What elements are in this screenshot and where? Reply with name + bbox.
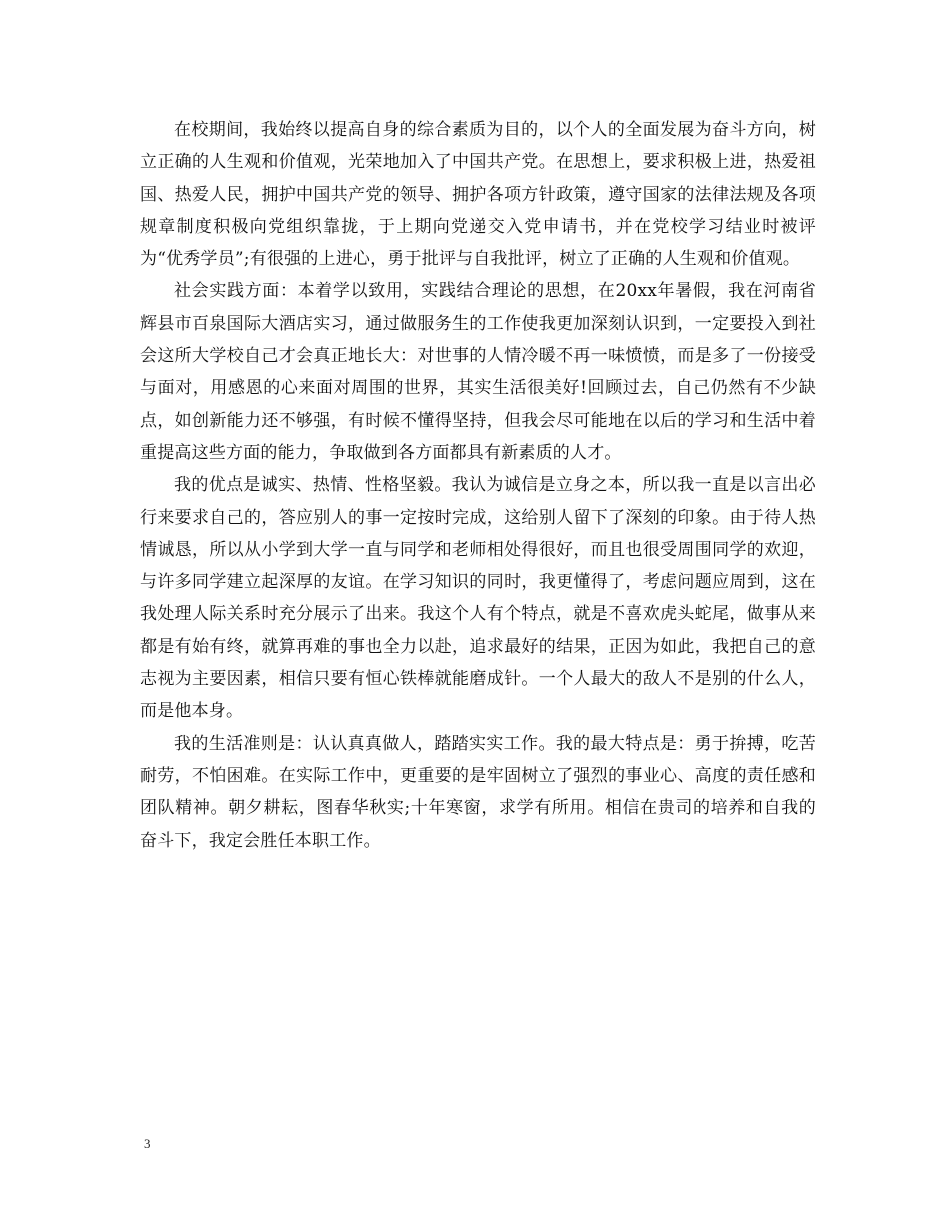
document-body (140, 114, 816, 857)
paragraph-strengths: 我的优点是诚实、热情、性格坚毅。我认为诚信是立身之本，所以我一直是以言出必行来要求自己的，答应别人的事一定按时完成，这给别人留下了深刻的印象。由于待人热情诚恳，所以从小学到大学一直与同学和老师相处得很好，而且也很受周围同学的欢迎，与许多同学建立起深厚的友谊。在学习知识的同时，我更懂得了，考虑问题应周到，这在我处理人际关系时充分展示了出来。我这个人有个特点，就是不喜欢虎头蛇尾，做事从来都是有始有终，就算再难的事也全力以赴，追求最好的结果，正因为如此，我把自己的意志视为主要因素，相信只要有恒心铁棒就能磨成针。一个人最大的敌人不是别的什么人，而是他本身。 (140, 475, 816, 722)
paragraph-life-principles: 我的生活准则是：认认真真做人，踏踏实实工作。我的最大特点是：勇于拚搏，吃苦耐劳，不怕困难。在实际工作中，更重要的是牢固树立了强烈的事业心、高度的责任感和团队精神。朝夕耕耘，图春华秋实;十年寒窗，求学有所用。相信在贵司的培养和自我的奋斗下，我定会胜任本职工作。 (140, 733, 816, 851)
page-number: 3 (144, 1136, 151, 1151)
paragraph-social-practice: 社会实践方面：本着学以致用，实践结合理论的思想，在20xx年暑假，我在河南省辉县市百泉国际大酒店实习，通过做服务生的工作使我更加深刻认识到，一定要投入到社会这所大学校自己才会真正地长大：对世事的人情冷暖不再一味愤愤，而是多了一份接受与面对，用感恩的心来面对周围的世界，其实生活很美好!回顾过去，自己仍然有不少缺点，如创新能力还不够强，有时候不懂得坚持，但我会尽可能地在以后的学习和生活中着重提高这些方面的能力，争取做到各方面都具有新素质的人才。 (140, 281, 816, 463)
paragraph-school-period: 在校期间，我始终以提高自身的综合素质为目的，以个人的全面发展为奋斗方向，树立正确的人生观和价值观，光荣地加入了中国共产党。在思想上，要求积极上进，热爱祖国、热爱人民，拥护中国共产党的领导、拥护各项方针政策，遵守国家的法律法规及各项规章制度积极向党组织靠拢，于上期向党递交入党申请书，并在党校学习结业时被评为“优秀学员”;有很强的上进心，勇于批评与自我批评，树立了正确的人生观和价值观。 (140, 120, 816, 270)
